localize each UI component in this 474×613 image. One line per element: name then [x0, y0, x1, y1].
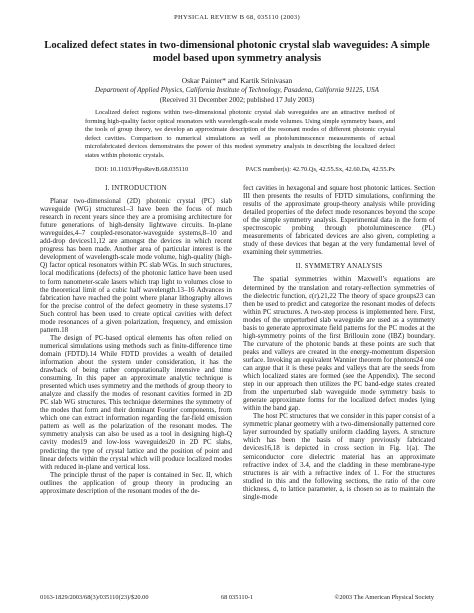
doi-link[interactable]: DOI: 10.1103/PhysRevB.68.035110: [95, 166, 189, 173]
article-affiliation: Department of Applied Physics, California Institute of Technology, Pasadena, California 91125, USA: [95, 86, 379, 94]
running-head: PHYSICAL REVIEW B 68, 035110 (2003): [173, 14, 300, 21]
right-column: [243, 184, 435, 501]
section-heading-introduction: I. INTRODUCTION: [105, 184, 167, 192]
left-column: [40, 184, 232, 495]
article-authors: Oskar Painter* and Kartik Srinivasan: [181, 76, 293, 85]
section-heading-symmetry-analysis: II. SYMMETRY ANALYSIS: [295, 262, 383, 271]
page-number: 68 035110-1: [220, 594, 254, 601]
received-date: (Received 31 December 2002; published 17 July 2003): [159, 96, 315, 104]
paragraph: The design of PC-based optical elements has often relied on numerical simulations using methods such as finite-difference time domain (FDTD).14 While FDTD provides a wealth of detailed information about the system under consideration, it has the drawback of being rather computationally intensive and time consuming. In this paper an approximate analytic technique is presented which uses symmetry and the methods of group theory to analyze and classify the modes of resonant cavities formed in 2D PC slab WG structures. This technique determines the symmetry of the modes that form and their dominant Fourier components, from which one can extract information regarding the far-field emission pattern as well as the polarization of the resonant modes. The symmetry analysis can also be used as a tool in designing high-Q cavity modes19 and low-loss waveguides20 in 2D PC slabs, predicting the type of crystal lattice and the position of point and linear defects within the crystal which will produce localized modes with reduced in-plane and vertical loss.: [40, 333, 232, 471]
paragraph: fect cavities in hexagonal and square host photonic lattices. Section III then presents the results of FDTD simulations, confirming the results of the approximate group-theory analysis while providing detailed properties of the defect mode resonances beyond the scope of the simple symmetry analysis. Experimental data in the form of spectroscopic probing through photoluminescence (PL) measurements of fabricated devices are also given, completing a study of these devices that began at the very fundamental level of examining their symmetries.: [243, 184, 435, 257]
paragraph: The principle thrust of the paper is contained in Sec. II, which outlines the application of group theory in producing an approximate description of the resonant modes of the de-: [40, 470, 232, 495]
article-title: Localized defect states in two-dimensional photonic crystal slab waveguides: A simple model based upon symmetry analysis: [44, 40, 430, 64]
footer-code: 0163-1829/2003/68(3)/035110(23)/$20.00: [40, 594, 149, 601]
paragraph: The host PC structures that we consider in this paper consist of a symmetric planar geometry with a two-dimensionally patterned core layer surrounded by spatially uniform cladding layers. A structure which has been the basis of many previously fabricated devices16,18 is depicted in cross section in Fig. 1(a). The semiconductor core dielectric material has an approximate refractive index of 3.4, and the cladding in these membrane-type structures is air with a refractive index of 1. For the structures studied in this and the following sections, the ratio of the core thickness, d, to lattice parameter, a, is chosen so as to maintain the single-mode: [243, 412, 435, 501]
pacs-numbers: PACS number(s): 42.70.Qs, 42.55.Sx, 42.60.Da, 42.55.Px: [245, 166, 395, 173]
doi-pacs-row: [85, 166, 395, 176]
paragraph: The spatial symmetries within Maxwell’s equations are determined by the translation and rotary-reflection symmetries of the dielectric function, ε(r).21,22 The theory of space groups23 can then be used to predict and categorize the resonant modes of defects within PC structures. A two-step process is implemented here. First, modes of the unperturbed slab waveguide are used as a symmetry basis to generate approximate field patterns for the PC modes at the high-symmetry points of the first Brillouin zone (IBZ) boundary. The curvature of the photonic bands at these points are such that peaks and valleys are created in the energy-momentum dispersion surface. Invoking an equivalent Wannier theorem for photons24 one can argue that it is these peaks and valleys that are the seeds from which localized states are formed (see the Appendix). The second step in our approach then utilizes the PC band-edge states created from the unperturbed slab waveguide mode symmetry basis to generate approximate forms for the localized defect modes lying within the band gap.: [243, 275, 435, 413]
abstract: [85, 109, 395, 161]
paragraph: Planar two-dimensional (2D) photonic crystal (PC) slab waveguide (WG) structures1–3 have been the focus of much research in recent years since they are a promising architecture for future generations of high-density lightwave circuits. In-plane waveguides,4–7 coupled-resonator-waveguide systems,8–10 and add-drop devices11,12 are amongst the devices in which recent progress has been made. Another area of particular interest is the development of wavelength-scale mode volume, high-quality (high-Q) factor optical resonators within PC slab WGs. In such structures, local modifications (defects) of the photonic lattice have been used to form nanometer-scale lasers which trap light to volumes close to the theoretical limit of a cubic half wavelength.13–16 Advances in fabrication have reached the point where planar lithography allows for the precise control of the defect geometry in these systems.17 Such control has been used to create optical cavities with defect mode resonances of a given polarization, frequency, and emission pattern.18: [40, 197, 232, 334]
footer-copyright: ©2003 The American Physical Society: [334, 594, 434, 601]
page-footer: [40, 594, 434, 604]
abstract-text: Localized defect regions within two-dimensional photonic crystal slab waveguides are an attractive method of forming high-quality factor optical resonators with wavelength-scale mode volumes. Using simple symmetry bases, and the tools of group theory, we develop an approximate description of the resonant modes of different photonic crystal defect cavities. Comparison to numerical simulations as well as photoluminescence measurements of actual microfabricated devices demonstrates the power of this modest symmetry analysis in describing the localized defect states within photonic crystals.: [85, 109, 395, 159]
